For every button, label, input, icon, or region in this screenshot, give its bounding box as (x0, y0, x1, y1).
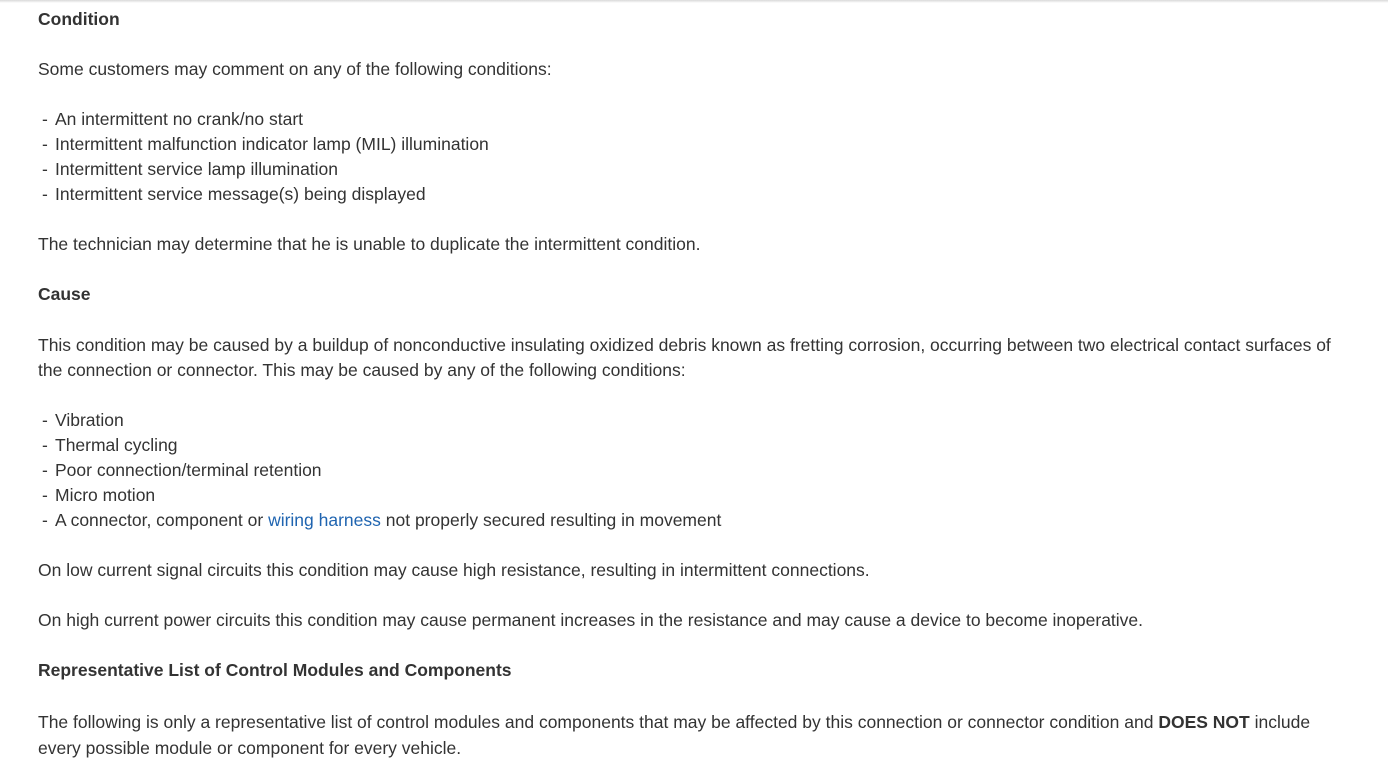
condition-heading: Condition (38, 9, 120, 29)
top-edge-shadow (0, 0, 1388, 3)
cause-heading: Cause (38, 284, 91, 304)
dash-marker: - (42, 134, 48, 154)
modules-text-before: The following is only a representative list of control modules and components that may be affected by this connection or connector condition and (38, 712, 1159, 732)
list-item (38, 508, 1338, 533)
high-current-paragraph: On high current power circuits this condition may cause permanent increases in the resistance and may cause a device to become inoperative. (38, 610, 1144, 630)
modules-heading: Representative List of Control Modules and Components (38, 660, 512, 680)
modules-paragraph (38, 709, 1338, 761)
list-item-text: Vibration (55, 410, 124, 430)
does-not-emphasis: DOES NOT (1158, 712, 1250, 732)
low-current-paragraph: On low current signal circuits this condition may cause high resistance, resulting in intermittent connections. (38, 560, 870, 580)
dash-marker: - (42, 410, 48, 430)
list-item-text-before: A connector, component or (55, 510, 269, 530)
list-item (38, 107, 1338, 132)
condition-note: The technician may determine that he is unable to duplicate the intermittent condition. (38, 234, 701, 254)
cause-intro: This condition may be caused by a buildup of nonconductive insulating oxidized debris known as fretting corrosion, occurring between two electrical contact surfaces of the connection or connector. This may be caused by any of the following conditions: (38, 335, 1331, 380)
condition-list (38, 107, 1338, 207)
cause-list (38, 408, 1338, 533)
list-item (38, 157, 1338, 182)
list-item (38, 458, 1338, 483)
list-item-text: Thermal cycling (55, 435, 178, 455)
list-item-text: Micro motion (55, 485, 156, 505)
list-item (38, 132, 1338, 157)
list-item-text: Intermittent service message(s) being displayed (55, 184, 426, 204)
wiring-harness-link[interactable]: wiring harness (268, 510, 381, 530)
list-item-text: Poor connection/terminal retention (55, 460, 322, 480)
modules-text-after: include every possible module or component for every vehicle. (38, 712, 1311, 758)
list-item-text-after: not properly secured resulting in movement (380, 510, 722, 530)
list-item (38, 433, 1338, 458)
list-item (38, 483, 1338, 508)
condition-intro: Some customers may comment on any of the following conditions: (38, 59, 552, 79)
document-body (38, 7, 1338, 761)
dash-marker: - (42, 460, 48, 480)
list-item (38, 182, 1338, 207)
dash-marker: - (42, 184, 48, 204)
dash-marker: - (42, 485, 48, 505)
dash-marker: - (42, 435, 48, 455)
dash-marker: - (42, 510, 48, 530)
dash-marker: - (42, 159, 48, 179)
list-item-text: Intermittent service lamp illumination (55, 159, 339, 179)
list-item-text: An intermittent no crank/no start (55, 109, 304, 129)
list-item (38, 408, 1338, 433)
list-item-text: Intermittent malfunction indicator lamp (MIL) illumination (55, 134, 489, 154)
dash-marker: - (42, 109, 48, 129)
